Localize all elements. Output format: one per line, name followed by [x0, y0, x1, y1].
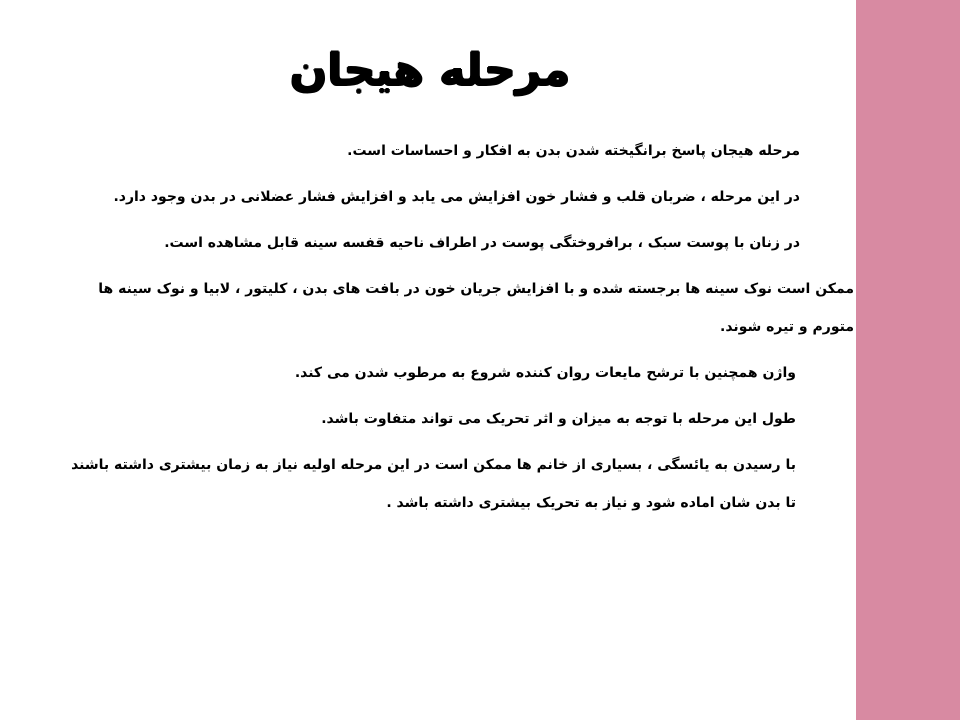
paragraph-6: طول این مرحله با توجه به میزان و اثر تحریک می تواند متفاوت باشد. — [321, 411, 796, 427]
paragraph-1: مرحله هیجان پاسخ برانگیخته شدن بدن به افکار و احساسات است. — [347, 143, 800, 159]
paragraph-4: ممکن است نوک سینه ها برجسته شده و با افزایش جریان خون در بافت های بدن ، کلیتور ، لابیا و نوک سینه ها متورم و تیره شوند. — [98, 281, 854, 335]
decorative-side-band — [856, 0, 960, 720]
slide-body — [60, 132, 854, 530]
paragraph-5: واژن همچنین با ترشح مایعات روان کننده شروع به مرطوب شدن می کند. — [294, 365, 796, 381]
paragraph-7: با رسیدن به یائسگی ، بسیاری از خانم ها ممکن است در این مرحله اولیه نیاز به زمان بیشتری داشته باشند تا بدن شان اماده شود و نیاز به تحریک بیشتری داشته باشد . — [71, 457, 796, 511]
paragraph-2: در این مرحله ، ضربان قلب و فشار خون افزایش می یابد و افزایش فشار عضلانی در بدن وجود دارد. — [113, 189, 800, 205]
paragraph-3: در زنان با پوست سبک ، برافروختگی پوست در اطراف ناحیه قفسه سینه قابل مشاهده است. — [164, 235, 800, 251]
slide-title: مرحله هیجان — [289, 45, 571, 96]
